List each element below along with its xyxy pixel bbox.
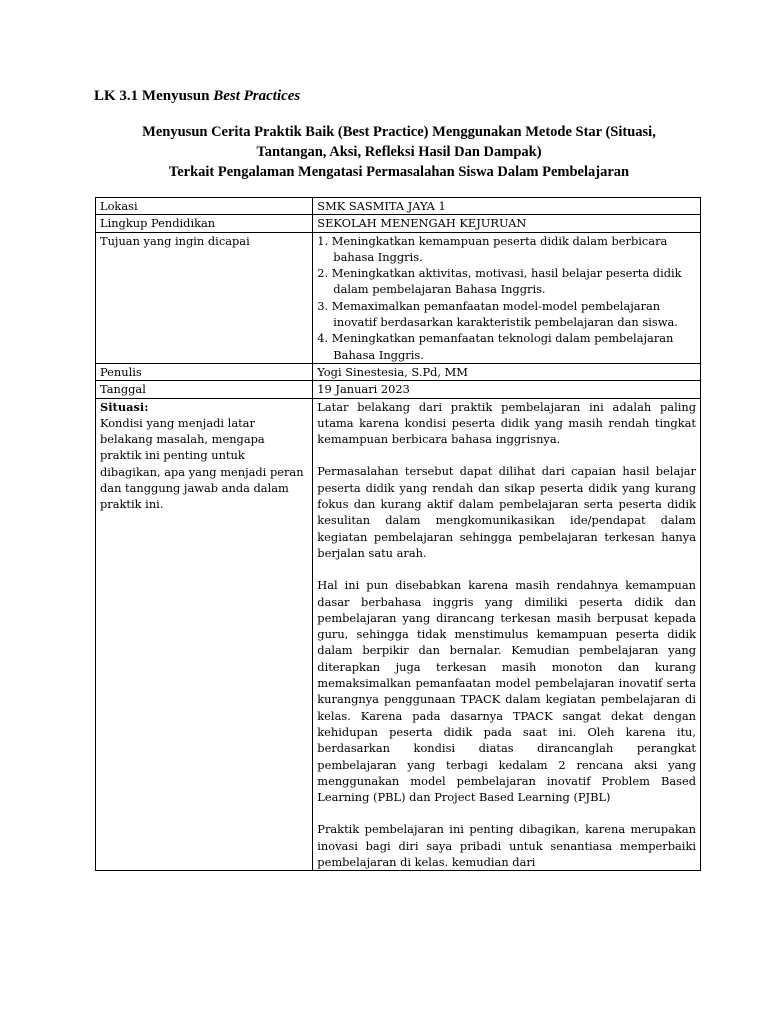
document-heading xyxy=(96,122,702,182)
situasi-paragraph-3: Hal ini pun disebabkan karena masih rendahnya kemampuan dasar berbahasa inggris yang dimiliki peserta didik dan pembelajaran yang dirancang terkesan masih berpusat kepada guru, sehingga tidak menstimulus kemampuan peserta didik dalam berpikir dan bernalar. Kemudian pembelajaran yang diterapkan juga terkesan masih monoton dan kurang memaksimalkan pemanfaatan model pembelajaran inovatif serta kurangnya penggunaan TPACK dalam kegiatan pembelajaran di kelas. Karena pada dasarnya TPACK sangat dekat dengan kehidupan peserta didik pada saat ini. Oleh karena itu, berdasarkan kondisi diatas dirancanglah perangkat pembelajaran yang terbagi kedalam 2 rencana aksi yang menggunakan model pembelajaran inovatif Problem Based Learning (PBL) dan Project Based Learning (PJBL) xyxy=(317,578,696,805)
situasi-description: Kondisi yang menjadi latar belakang masalah, mengapa praktik ini penting untuk dibagikan, apa yang menjadi peran dan tanggung jawab anda dalam praktik ini. xyxy=(100,415,304,512)
table-row xyxy=(96,363,701,380)
list-item: 2. Meningkatkan aktivitas, motivasi, hasil belajar peserta didik dalam pembelajaran Bahasa Inggris. xyxy=(317,266,682,297)
tujuan-value xyxy=(313,232,701,363)
situasi-content xyxy=(313,398,701,871)
heading-line-2: Tantangan, Aksi, Refleksi Hasil Dan Dampak) xyxy=(256,144,542,160)
table-row xyxy=(96,398,701,871)
list-item: 3. Memaximalkan pemanfaatan model-model pembelajaran inovatif berdasarkan karakteristik pembelajaran dan siswa. xyxy=(317,298,678,330)
table-row xyxy=(96,381,701,398)
situasi-paragraph-2: Permasalahan tersebut dapat dilihat dari capaian hasil belajar peserta didik yang rendah dan sikap peserta didik yang kurang fokus dan kurang aktif dalam pembelajaran serta peserta didik kesulitan dalam mengkomunikasikan ide/pendapat dalam kegiatan pembelajaran sehingga pembelajaran terkesan hanya berjalan satu arah. xyxy=(317,464,696,560)
penulis-label: Penulis xyxy=(96,363,313,380)
penulis-value: Yogi Sinestesia, S.Pd, MM xyxy=(313,363,701,380)
lokasi-value: SMK SASMITA JAYA 1 xyxy=(313,198,701,215)
tujuan-label: Tujuan yang ingin dicapai xyxy=(96,232,313,363)
best-practice-table xyxy=(95,197,701,871)
tanggal-value: 19 Januari 2023 xyxy=(313,381,701,398)
title-italic: Best Practices xyxy=(213,88,301,104)
table-row xyxy=(96,198,701,215)
situasi-paragraph-4: Praktik pembelajaran ini penting dibagikan, karena merupakan inovasi bagi diri saya pribadi untuk senantiasa memperbaiki pembelajaran di kelas. kemudian dari xyxy=(317,822,696,869)
tanggal-label: Tanggal xyxy=(96,381,313,398)
title-prefix: LK 3.1 Menyusun xyxy=(94,88,214,104)
goals-list xyxy=(317,233,696,363)
heading-line-1: Menyusun Cerita Praktik Baik (Best Practice) Menggunakan Metode Star (Situasi, xyxy=(142,124,656,140)
table-row xyxy=(96,232,701,363)
lingkup-value: SEKOLAH MENENGAH KEJURUAN xyxy=(313,215,701,232)
heading-line-3: Terkait Pengalaman Mengatasi Permasalahan Siswa Dalam Pembelajaran xyxy=(168,164,630,180)
lokasi-label: Lokasi xyxy=(96,198,313,215)
list-item: 1. Meningkatkan kemampuan peserta didik dalam berbicara bahasa Inggris. xyxy=(317,233,668,264)
lingkup-label: Lingkup Pendidikan xyxy=(96,215,313,232)
situasi-label: Situasi: xyxy=(100,399,149,414)
list-item: 4. Meningkatkan pemanfaatan teknologi dalam pembelajaran Bahasa Inggris. xyxy=(317,331,674,362)
situasi-paragraph-1: Latar belakang dari praktik pembelajaran ini adalah paling utama karena kondisi peserta didik yang masih rendah tingkat kemampuan berbicara bahasa inggrisnya. xyxy=(317,399,696,447)
document-title xyxy=(94,88,300,105)
situasi-label-cell xyxy=(96,398,313,871)
table-row xyxy=(96,215,701,232)
